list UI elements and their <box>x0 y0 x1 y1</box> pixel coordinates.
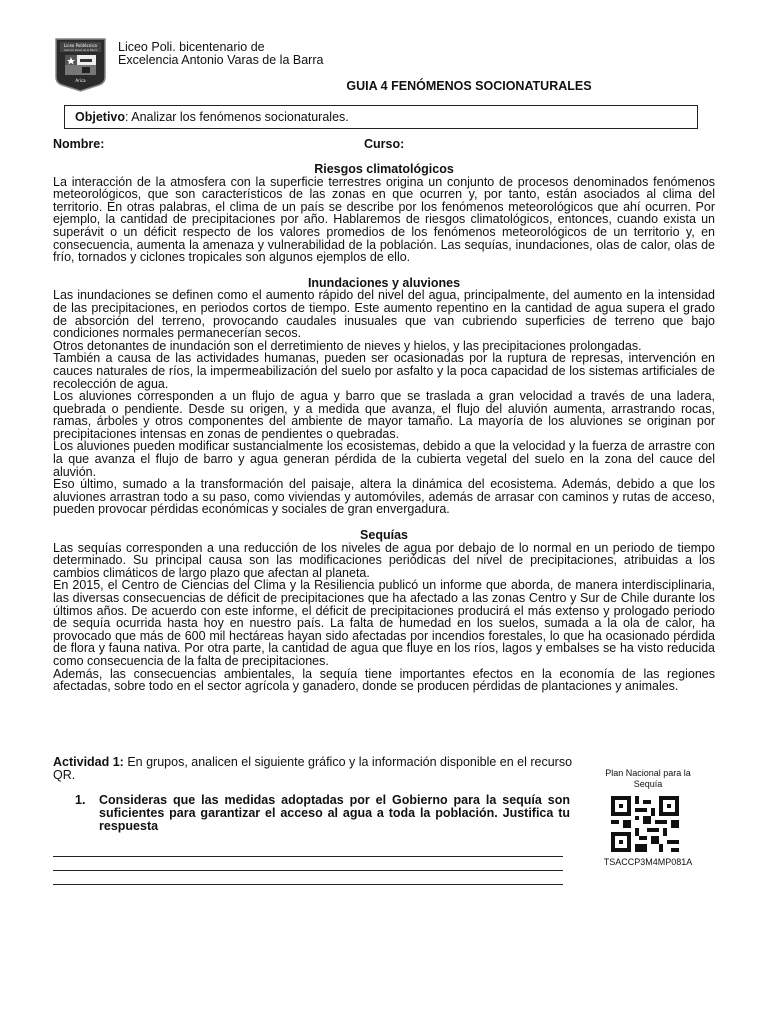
question-text: Consideras que las medidas adoptadas por el Gobierno para la sequía son suficientes para garantizar el acceso al agua a toda la población. Justifica tu respuesta <box>99 793 570 833</box>
school-name <box>118 41 323 67</box>
qr-title: Plan Nacional para la Sequía <box>605 768 691 789</box>
qr-code-label: TSACCP3M4MP081A <box>603 857 693 867</box>
paragraph: Eso último, sumado a la transformación del paisaje, altera la dinámica del ecosistema. Además, debido a que los aluviones arrastran todo a su paso, como viviendas y automóviles, además de arrasar con caminos y rutas de acceso, pueden provocar pérdidas económicas y sociales de gran envergadura. <box>53 477 715 517</box>
answer-line[interactable] <box>53 884 563 885</box>
section-heading-drought: Sequías <box>360 528 408 543</box>
logo-text-bottom: Arica <box>75 78 86 83</box>
paragraph: Las sequías corresponden a una reducción de los niveles de agua por debajo de lo normal en un periodo de tiempo determinado. Su principal causa son las modificaciones periódicas del nivel de precipitaciones, atribuidas a los cambios climáticos de largo plazo que afectan al planeta. <box>53 540 715 580</box>
activity-instructions <box>53 756 573 782</box>
paragraph: La interacción de la atmosfera con la superficie terrestres origina un conjunto de procesos denominados fenómenos meteorológicos, que son característicos de las zonas en que ocurren y, por tanto, están asociados al clima del territorio. En otras palabras, el clima de un país se describe por los fenómenos meteorológicos que ahí ocurren. Por ejemplo, la cantidad de precipitaciones por año. Hablaremos de riesgos climatológicos, entonces, cuando exista un superávit o un déficit respecto de los valores promedios de los fenómenos meteorológicos de un territorio y, en consecuencia, aumenta la amenaza y vulnerabilidad de la población. Las sequías, inundaciones, olas de calor, olas de frío, tornados y ciclones tropicales son algunos ejemplos de ello. <box>53 174 715 265</box>
section-heading-climatic: Riesgos climatológicos <box>314 162 454 176</box>
objective-label: Objetivo <box>75 110 126 124</box>
course-label: Curso: <box>364 137 405 151</box>
paragraph: Los aluviones pueden modificar sustancialmente los ecosistemas, debido a que la velocidad y la fuerza de arrastre con la que avanza el flujo de barro y agua generan pérdida de la cubierta vegetal del suelo en la zona del cauce del aluvión. <box>53 439 715 479</box>
question-number: 1. <box>75 793 86 807</box>
logo-text-top: Liceo Politécnico <box>63 43 98 48</box>
guide-title <box>53 79 715 93</box>
objective-text: : Analizar los fenómenos socionaturales. <box>125 110 349 124</box>
activity-label: Actividad 1: <box>53 755 124 769</box>
student-fields <box>53 137 715 151</box>
paragraph: Además, las consecuencias ambientales, la sequía tiene importantes efectos en la economía de las regiones afectadas, sobre todo en el sector agrícola y ganadero, donde se producen pérdidas de plantaciones y animales. <box>53 666 715 694</box>
activity-text: En grupos, analicen el siguiente gráfico y la información disponible en el recurso QR. <box>53 755 573 782</box>
section-climatic <box>53 163 715 693</box>
name-label: Nombre: <box>53 137 105 151</box>
paragraph: También a causa de las actividades humanas, pueden ser ocasionadas por la ruptura de represas, intervención en cauces naturales de ríos, la impermeabilización del suelo por asfalto y la poca capacidad de los sistemas artificiales de recolección de agua. <box>53 351 715 391</box>
paragraph: Los aluviones corresponden a un flujo de agua y barro que se traslada a gran velocidad a través de una ladera, quebrada o pendiente. Desde su origen, y a medida que avanza, el flujo del aluvión aumenta, arrastrando rocas, ramas, árboles y otros componentes del ambiente de mayor tamaño. La mayoría de los aluviones se originan por precipitaciones intensas en zonas de pendientes o quebradas. <box>53 389 715 441</box>
qr-code-icon[interactable] <box>611 796 679 852</box>
school-name-line2: Excelencia Antonio Varas de la Barra <box>118 53 324 67</box>
answer-line[interactable] <box>53 870 563 871</box>
section-heading-floods: Inundaciones y aluviones <box>307 275 461 290</box>
objective-box <box>64 105 698 129</box>
logo-text-sub: Antonio Varas de la Barra <box>63 49 98 52</box>
paragraph: En 2015, el Centro de Ciencias del Clima y la Resiliencia publicó un informe que aborda, de manera interdisciplinaria, las diversas consecuencias de déficit de precipitaciones que ha afectado a las zonas Centro y Sur de Chile durante los últimos años. De acuerdo con este informe, el déficit de precipitaciones producirá el más extenso y prologado periodo de sequía ocurrida hasta hoy en nuestro país. La falta de humedad en los suelos, sumada a la ola de calor, ha provocado que más de 600 mil hectáreas hayan sido afectadas por incendios forestales, lo que ha ocasionado pérdida de flora y fauna nativa. Por otra parte, la cantidad de agua que fluye en los ríos, lagos y embalses se ha visto reducida como consecuencia de la falta de precipitaciones. <box>53 578 715 668</box>
paragraph: Otros detonantes de inundación son el derretimiento de nieves y hielos, y las precipitaciones prolongadas. <box>53 338 642 353</box>
school-name-line1: Liceo Poli. bicentenario de <box>118 40 265 54</box>
paragraph: Las inundaciones se definen como el aumento rápido del nivel del agua, principalmente, del aumento en la intensidad de las precipitaciones, en periodos cortos de tiempo. Este aumento repentino en la cantidad de agua supera el grado de absorción del terreno, provocando caudales inusuales que van cubriendo superficies de terreno que bajo condiciones normales permanecerían secos. <box>53 288 715 341</box>
guide-title-text: GUIA 4 FENÓMENOS SOCIONATURALES <box>346 79 592 93</box>
question-1 <box>75 794 570 833</box>
answer-line[interactable] <box>53 856 563 857</box>
